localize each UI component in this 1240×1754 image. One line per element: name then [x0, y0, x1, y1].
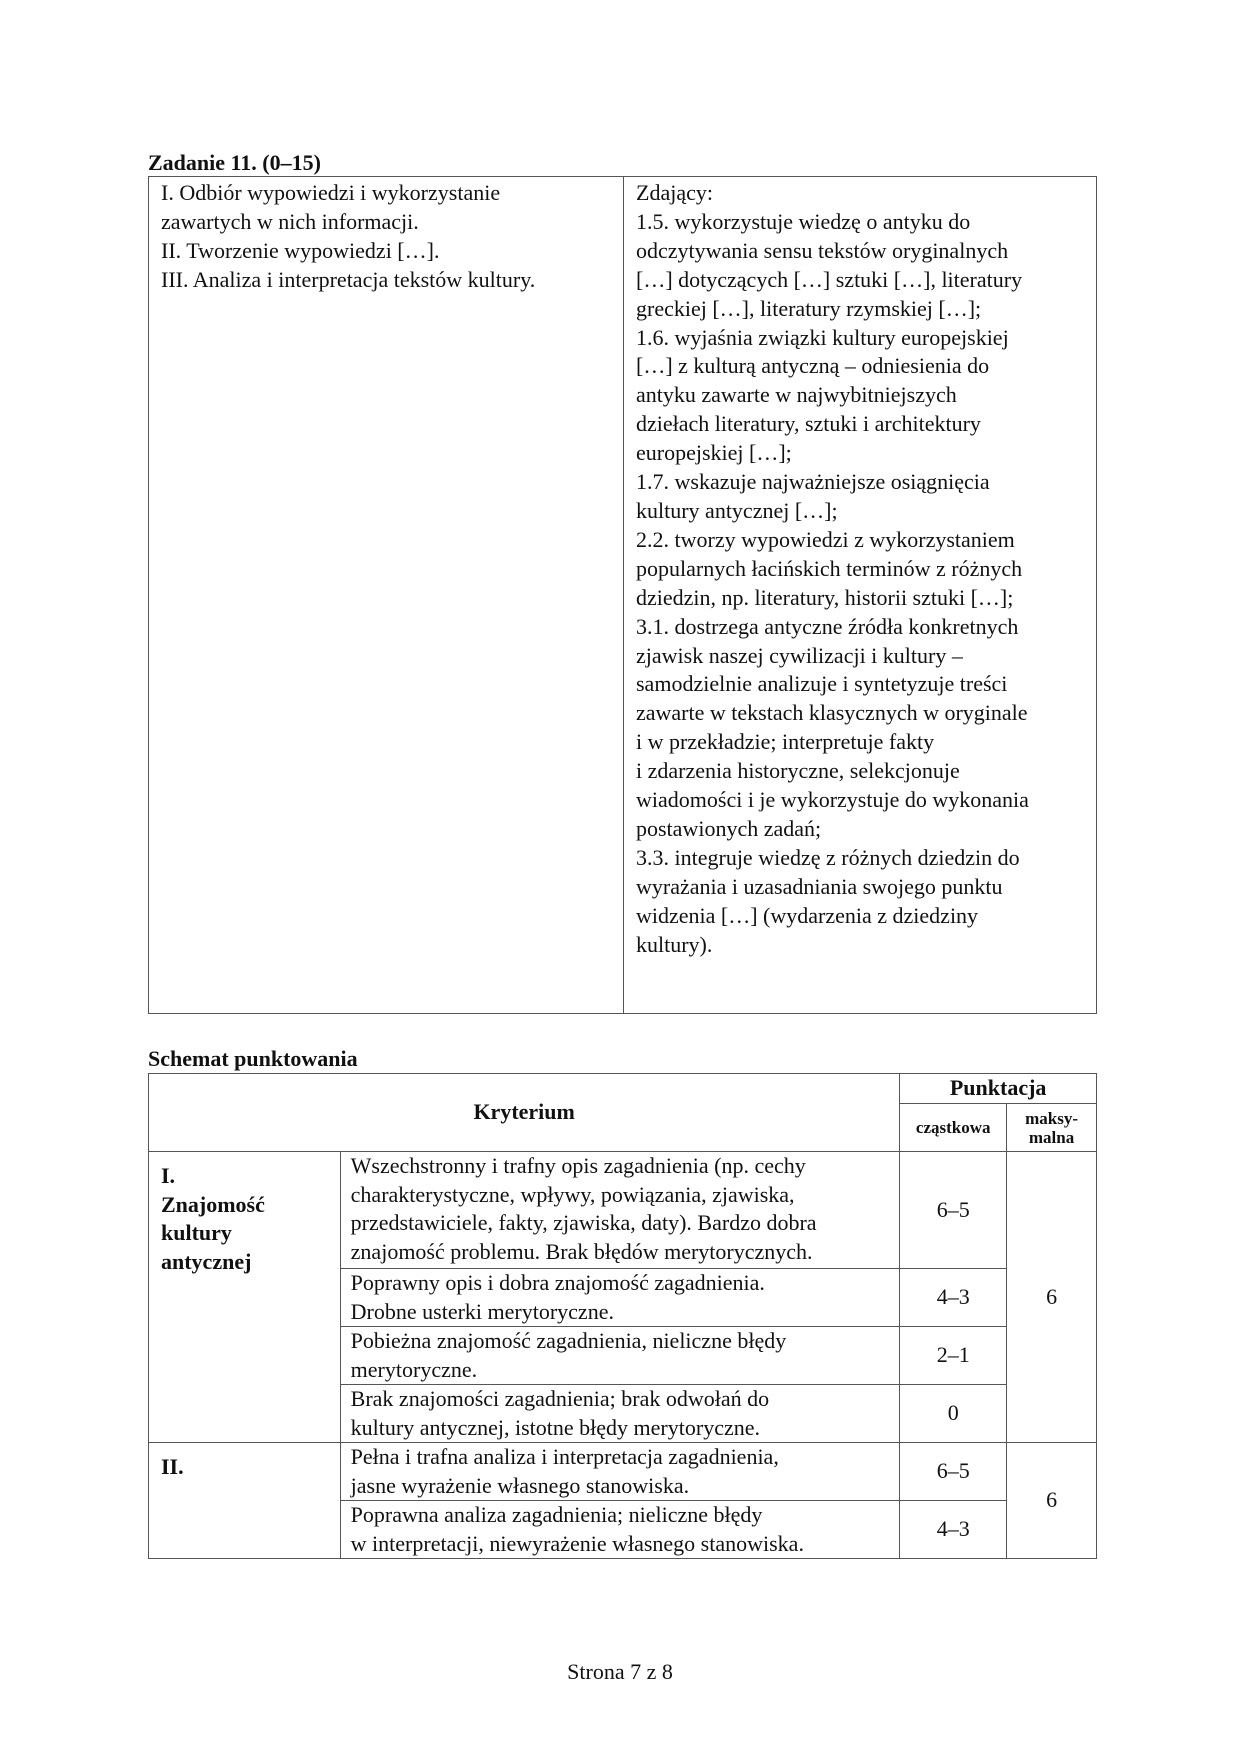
scoring-header: Punktacja	[900, 1074, 1097, 1104]
detailed-requirement-line: greckiej […], literatury rzymskiej […];	[636, 295, 982, 321]
partial-points: 6–5	[900, 1443, 1007, 1501]
detailed-requirement-line: 1.6. wyjaśnia związki kultury europejskiej	[636, 324, 1009, 350]
criterion-description	[340, 1443, 900, 1501]
partial-points: 0	[900, 1385, 1007, 1443]
partial-points: 4–3	[900, 1501, 1007, 1559]
requirements-table	[148, 176, 1097, 1014]
criterion-line: Brak znajomości zagadnienia; brak odwołań do	[350, 1386, 770, 1411]
detailed-requirement-line: antyku zawarte w najwybitniejszych	[636, 382, 957, 408]
section-label-cell	[149, 1152, 341, 1443]
detailed-requirement-line: europejskiej […];	[636, 440, 792, 466]
section-label-line: kultury	[161, 1220, 232, 1245]
detailed-requirement-line: i zdarzenia historyczne, selekcjonuje	[636, 758, 960, 784]
page-number: Strona 7 z 8	[567, 1659, 673, 1684]
scoring-header-row	[149, 1074, 1097, 1104]
detailed-requirement-line: zjawisk naszej cywilizacji i kultury –	[636, 642, 963, 668]
section-label-line: Znajomość	[161, 1191, 265, 1217]
detailed-requirement-line: odczytywania sensu tekstów oryginalnych	[636, 237, 1009, 263]
criterion-row	[149, 1152, 1097, 1269]
criterion-line: charakterystyczne, wpływy, powiązania, zjawiska,	[350, 1181, 795, 1207]
detailed-requirement-line: dziełach literatury, sztuki i architektury	[636, 411, 981, 437]
detailed-requirement-line: 2.2. tworzy wypowiedzi z wykorzystaniem	[636, 526, 1015, 552]
criterion-description	[340, 1269, 900, 1327]
general-requirement-line: II. Tworzenie wypowiedzi […].	[161, 237, 440, 263]
detailed-requirement-line: wyrażania i uzasadniania swojego punktu	[636, 873, 1003, 899]
max-points-header-line: maksy-	[1025, 1108, 1079, 1128]
detailed-requirement-line: wiadomości i je wykorzystuje do wykonania	[636, 787, 1029, 813]
detailed-requirement-line: postawionych zadań;	[636, 815, 822, 841]
criterion-line: Wszechstronny i trafny opis zagadnienia (np. cechy	[350, 1153, 806, 1178]
detailed-requirement-line: samodzielnie analizuje i syntetyzuje treści	[636, 671, 1008, 697]
section-label-line: I.	[161, 1163, 176, 1188]
criterion-description	[340, 1152, 900, 1269]
detailed-requirement-line: 1.7. wskazuje najważniejsze osiągnięcia	[636, 469, 990, 495]
section-label-line: antycznej	[161, 1248, 252, 1274]
criterion-line: Pobieżna znajomość zagadnienia, nieliczne błędy	[350, 1328, 787, 1353]
criterion-line: kultury antycznej, istotne błędy merytoryczne.	[350, 1414, 760, 1440]
general-requirement-line: zawartych w nich informacji.	[161, 208, 419, 234]
detailed-requirement-line: kultury antycznej […];	[636, 497, 838, 523]
criterion-row	[149, 1443, 1097, 1501]
detailed-requirement-line: dziedzin, np. literatury, historii sztuki […];	[636, 584, 1014, 610]
detailed-requirement-line: 3.3. integruje wiedzę z różnych dziedzin do	[636, 844, 1020, 870]
detailed-requirements-cell	[624, 177, 1097, 1014]
max-points: 6	[1007, 1443, 1097, 1559]
detailed-requirement-line: popularnych łacińskich terminów z różnych	[636, 555, 1023, 581]
detailed-requirement-line: widzenia […] (wydarzenia z dziedziny	[636, 902, 979, 928]
criterion-line: w interpretacji, niewyrażenie własnego stanowiska.	[350, 1530, 804, 1556]
partial-points: 6–5	[900, 1152, 1007, 1269]
criterion-line: znajomość problemu. Brak błędów merytorycznych.	[350, 1238, 813, 1264]
criterion-line: jasne wyrażenie własnego stanowiska.	[350, 1472, 690, 1498]
max-points: 6	[1007, 1152, 1097, 1443]
criterion-line: Drobne usterki merytoryczne.	[350, 1298, 614, 1324]
detailed-requirement-line: kultury).	[636, 931, 713, 957]
scoring-table	[148, 1073, 1097, 1559]
general-requirement-line: III. Analiza i interpretacja tekstów kultury.	[161, 266, 536, 292]
criterion-line: Poprawna analiza zagadnienia; nieliczne błędy	[350, 1502, 763, 1527]
partial-points-header: cząstkowa	[900, 1104, 1007, 1152]
detailed-requirement-line: […] z kulturą antyczną – odniesienia do	[636, 353, 990, 379]
schema-title: Schemat punktowania	[148, 1046, 358, 1071]
task-title: Zadanie 11. (0–15)	[148, 150, 321, 175]
criterion-line: przedstawiciele, fakty, zjawiska, daty). Bardzo dobra	[350, 1210, 817, 1235]
section-label-cell	[149, 1443, 341, 1559]
max-points-header-line: malna	[1028, 1127, 1075, 1147]
max-points-header	[1007, 1104, 1097, 1152]
general-requirement-line: I. Odbiór wypowiedzi i wykorzystanie	[161, 180, 501, 205]
detailed-requirement-line: 3.1. dostrzega antyczne źródła konkretnych	[636, 613, 1019, 639]
detailed-requirement-line: zawarte w tekstach klasycznych w oryginale	[636, 700, 1028, 726]
criterion-header: Kryterium	[149, 1074, 900, 1152]
detailed-requirement-line: Zdający:	[636, 180, 713, 205]
criterion-line: merytoryczne.	[350, 1356, 478, 1382]
criterion-description	[340, 1385, 900, 1443]
criterion-line: Pełna i trafna analiza i interpretacja zagadnienia,	[350, 1444, 779, 1469]
criterion-description	[340, 1327, 900, 1385]
partial-points: 4–3	[900, 1269, 1007, 1327]
section-label-line: II.	[161, 1454, 184, 1479]
requirements-row	[149, 177, 1097, 1014]
detailed-requirement-line: […] dotyczących […] sztuki […], literatury	[636, 266, 1023, 292]
criterion-line: Poprawny opis i dobra znajomość zagadnienia.	[350, 1270, 765, 1295]
detailed-requirement-line: 1.5. wykorzystuje wiedzę o antyku do	[636, 208, 971, 234]
partial-points: 2–1	[900, 1327, 1007, 1385]
detailed-requirement-line: i w przekładzie; interpretuje fakty	[636, 729, 935, 755]
general-requirements-cell	[149, 177, 624, 1014]
criterion-description	[340, 1501, 900, 1559]
